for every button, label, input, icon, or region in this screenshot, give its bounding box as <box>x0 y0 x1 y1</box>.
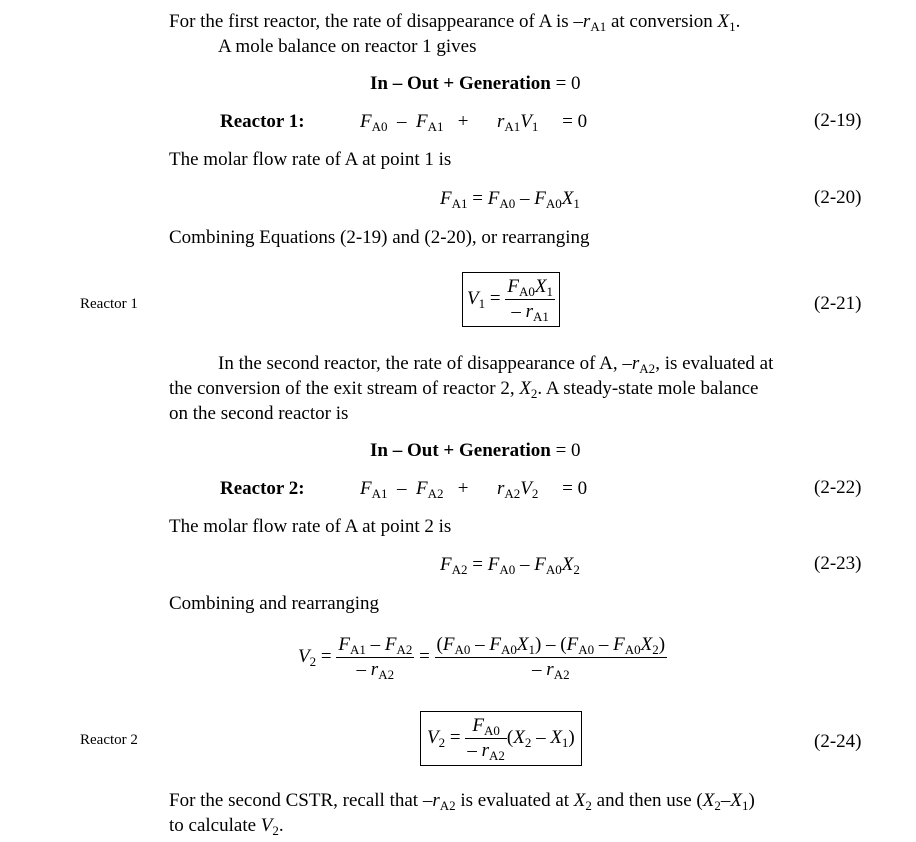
eqno-2-22: (2-22) <box>814 477 862 498</box>
fraction-expanded: $\frac{(F_{A0} - F_{A0}X_1) - (F_{A0} - F_{A0}X_2)}{- r_{A2}}$ <box>436 634 666 682</box>
text-molar1: The molar flow rate of A at point 1 is <box>169 149 452 170</box>
para2-line1: In the second reactor, the rate of disappearance of A, $-r_{A2}$, is evaluated at <box>218 353 774 376</box>
eq-2-21-box: $V_1$ = $\frac{F_{A0}X_1}{- r_{A1}}$ <box>462 272 560 327</box>
margin-reactor2: Reactor 2 <box>80 732 138 748</box>
balance-eq-1: In – Out + Generation = 0 <box>370 73 581 94</box>
fraction-fa1-fa2: $\frac{F_{A1} - F_{A2}}{- r_{A2}}$ <box>338 634 413 682</box>
eq-2-22: $F_{A1} - F_{A2}$ + $r_{A2}V_2$ = 0 <box>360 478 588 501</box>
eq-v2-expanded: $V_2$ = $\frac{F_{A1} - F_{A2}}{- r_{A2}}$ = $\frac{(F_{A0} - F_{A0}X_1) - (F_{A0} - F_{A0}X_2)}{- r_{A2}}$ <box>298 634 666 682</box>
eqno-2-23: (2-23) <box>814 553 862 574</box>
eq-2-19: $F_{A0} - F_{A1}$ + $r_{A1}V_1$ = 0 <box>360 111 588 134</box>
para2-line3: on the second reactor is <box>169 403 349 424</box>
eqno-2-19: (2-19) <box>814 110 862 131</box>
text-combining1: Combining Equations (2-19) and (2-20), or rearranging <box>169 227 590 248</box>
final-line1: For the second CSTR, recall that $-r_{A2}$ is evaluated at $X_2$ and then use $(X_2-X_1)$ <box>169 790 755 813</box>
eq-2-20: $F_{A1} = F_{A0} - F_{A0}X_1$ <box>440 188 580 211</box>
para1-line2: A mole balance on reactor 1 gives <box>218 36 477 57</box>
final-line2: to calculate $V_2$. <box>169 815 284 838</box>
para1-line1: For the first reactor, the rate of disappearance of A is $-r_{A1}$ at conversion $X_1$. <box>169 11 741 34</box>
eqno-2-20: (2-20) <box>814 187 862 208</box>
reactor1-label: Reactor 1: <box>220 111 305 132</box>
fraction-2-24: $\frac{F_{A0}}{- r_{A2}}$ <box>467 715 505 763</box>
eqno-2-21: (2-21) <box>814 293 862 314</box>
eq-2-24-box: $V_2$ = $\frac{F_{A0}}{- r_{A2}}$ $(X_2 - X_1)$ <box>420 711 582 766</box>
para2-line2: the conversion of the exit stream of reactor 2, $X_2$. A steady-state mole balance <box>169 378 759 401</box>
fraction-2-21: $\frac{F_{A0}X_1}{- r_{A1}}$ <box>507 276 553 324</box>
text-molar2: The molar flow rate of A at point 2 is <box>169 516 452 537</box>
balance-eq-2: In – Out + Generation = 0 <box>370 440 581 461</box>
reactor2-label: Reactor 2: <box>220 478 305 499</box>
text-combining2: Combining and rearranging <box>169 593 380 614</box>
eqno-2-24: (2-24) <box>814 731 862 752</box>
margin-reactor1: Reactor 1 <box>80 296 138 312</box>
eq-2-23: $F_{A2} = F_{A0} - F_{A0}X_2$ <box>440 554 580 577</box>
